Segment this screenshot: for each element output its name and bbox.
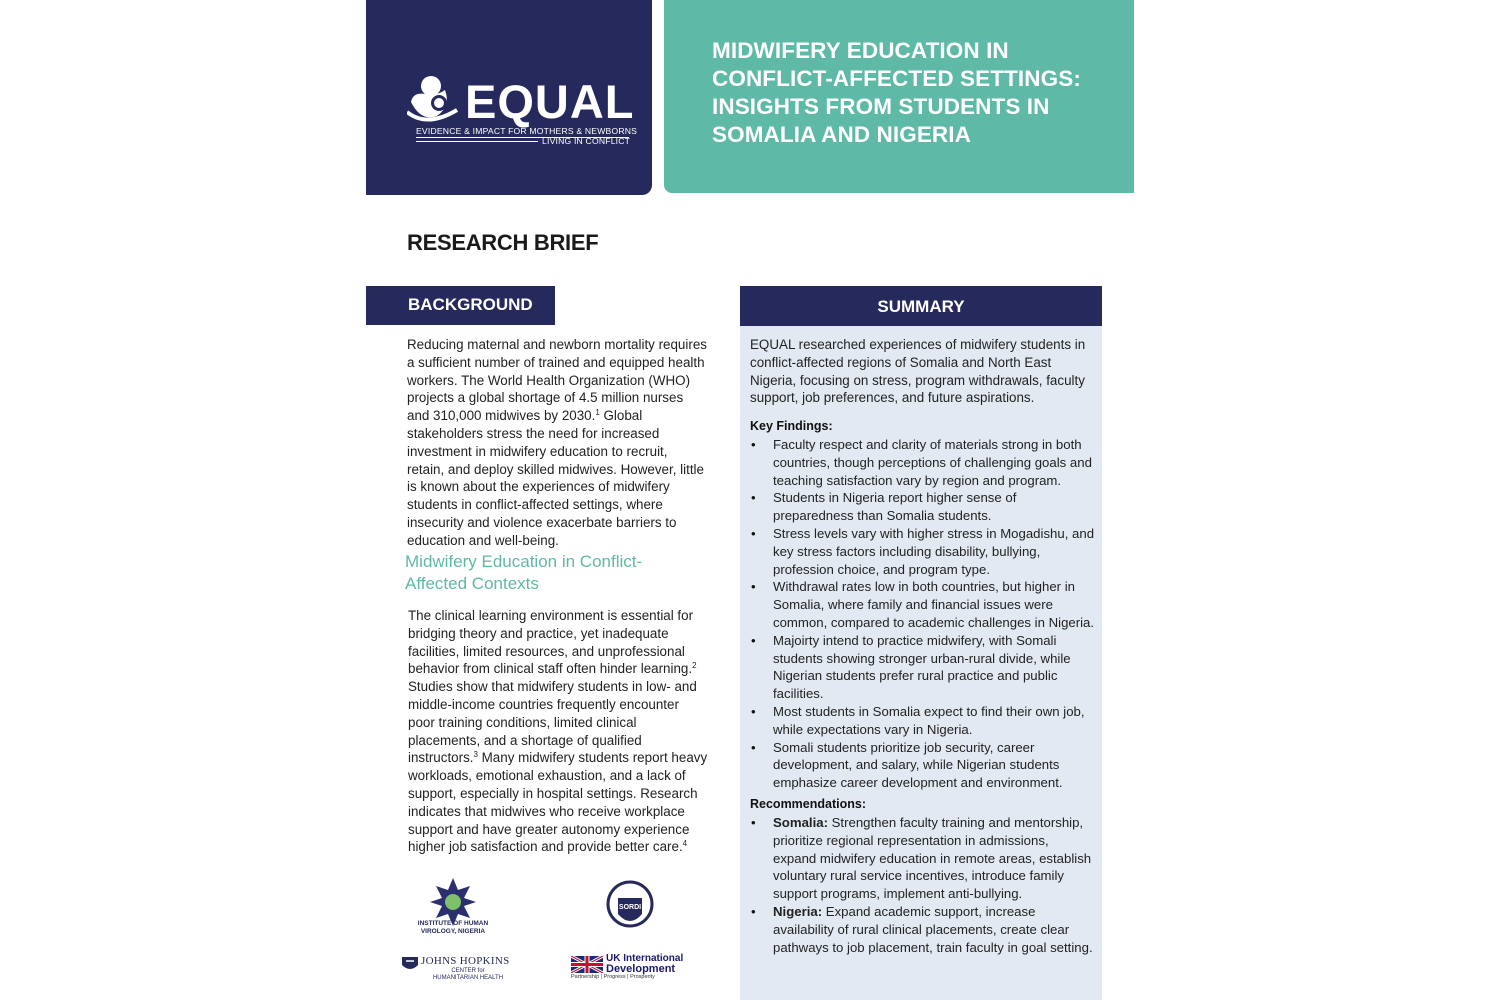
johns-hopkins-center: CENTER for HUMANITARIAN HEALTH <box>432 968 504 981</box>
country-label: Somalia: <box>773 815 828 830</box>
summary-heading: SUMMARY <box>740 286 1102 326</box>
background-heading <box>366 286 555 325</box>
reference-4: 4 <box>682 839 688 849</box>
list-item: • Faculty respect and clarity of materials strong in both countries, though perceptions of challenging goals and teaching satisfaction vary by region and program. <box>750 436 1095 489</box>
section-subheading: Midwifery Education in Conflict-Affected Contexts <box>405 552 643 593</box>
recommendations-list <box>750 814 1095 956</box>
reference-3: 3 <box>473 750 478 760</box>
johns-hopkins-shield-icon <box>401 955 419 973</box>
list-item: • Most students in Somalia expect to find their own job, while expectations vary in Nigeria. <box>750 703 1095 739</box>
summary-intro: EQUAL researched experiences of midwifery students in conflict-affected regions of Somalia and North East Nigeria, focusing on stress, program withdrawals, faculty support, job preferences, and future aspirations. <box>750 337 1086 406</box>
equal-logo-word: EQUAL <box>465 75 635 128</box>
recommendation-text: Strengthen faculty training and mentorship, prioritize regional representation in admissions, expand midwifery education in remote areas, establish voluntary rural service incentives, introduce family support programs, implement anti-bullying. <box>773 815 1092 902</box>
clinical-text-a: The clinical learning environment is essential for bridging theory and practice, yet inadequate facilities, limited resources, and unprofessional behavior from clinical staff often hinder learning. <box>408 608 694 677</box>
background-text-continued: Global stakeholders stress the need for increased investment in midwifery education to recruit, retain, and deploy skilled midwives. However, little is known about the experiences of midwifery students in conflict-affected settings, where insecurity and violence exacerbate barriers to education and well-being. <box>407 408 704 548</box>
equal-tagline-2: LIVING IN CONFLICT <box>542 136 631 146</box>
document-title: MIDWIFERY EDUCATION IN CONFLICT-AFFECTED SETTINGS: INSIGHTS FROM STUDENTS IN SOMALIA AND NIGERIA <box>712 38 1081 147</box>
clinical-paragraph <box>408 607 708 856</box>
document-subtitle: RESEARCH BRIEF <box>407 230 599 255</box>
list-item: • Somali students prioritize job security, career development, and salary, while Nigerian students emphasize career development and environment. <box>750 739 1095 792</box>
recommendations-label: Recommendations: <box>750 797 866 811</box>
uk-development-logo-text <box>606 954 683 974</box>
list-item <box>750 903 1095 956</box>
johns-hopkins-name: JOHNS HOPKINS <box>421 955 510 967</box>
summary-panel <box>740 286 1102 1000</box>
background-heading-label: BACKGROUND <box>408 295 533 314</box>
list-item: • Stress levels vary with higher stress in Mogadishu, and key stress factors including disability, bullying, profession choice, and program type. <box>750 525 1095 578</box>
background-text: Reducing maternal and newborn mortality requires a sufficient number of trained and equipped health workers. The World Health Organization (WHO) projects a global shortage of 4.5 million nurses and 310,000 midwives by 2030. <box>407 337 707 424</box>
title-block <box>664 0 1134 193</box>
key-findings-label: Key Findings: <box>750 419 833 433</box>
ihv-logo-text: INSTITUTE OF HUMAN VIROLOGY, NIGERIA <box>417 920 489 935</box>
uk-line-2: Development <box>606 963 676 975</box>
uk-line-1: UK International <box>606 953 684 964</box>
clinical-text-c: Many midwifery students report heavy workloads, emotional exhaustion, and a lack of support, especially in hospital settings. Research indicates that midwives who receive workplace support and have greater autonomy experience higher job satisfaction and provide better care. <box>408 750 708 855</box>
recommendation-text: Expand academic support, increase availability of rural clinical placements, create clear pathways to job placement, train faculty in goal setting. <box>773 903 1093 955</box>
sordi-shield-icon <box>606 880 654 938</box>
list-item: • Students in Nigeria report higher sense of preparedness than Somalia students. <box>750 489 1095 525</box>
uk-tagline: Partnership | Progress | Prosperity <box>571 974 655 980</box>
reference-1: 1 <box>595 408 600 418</box>
list-item: • Withdrawal rates low in both countries, but higher in Somalia, where family and financial issues were common, compared to academic challenges in Nigeria. <box>750 578 1095 631</box>
list-item <box>750 814 1095 903</box>
uk-flag-icon <box>571 956 603 973</box>
background-paragraph <box>407 336 707 550</box>
sordi-logo-text: SORDI <box>618 904 642 911</box>
equal-logo-block <box>366 0 652 195</box>
divider <box>416 141 538 142</box>
key-findings-list <box>750 436 1095 792</box>
clinical-text-b: Studies show that midwifery students in low- and middle-income countries frequently encounter poor training conditions, limited clinical placements, and a shortage of qualified instructors. <box>408 679 697 766</box>
reference-2: 2 <box>692 661 697 671</box>
equal-tagline-1: EVIDENCE & IMPACT FOR MOTHERS & NEWBORNS <box>416 126 638 136</box>
country-label: Nigeria: <box>773 903 823 919</box>
list-item: • Majoirty intend to practice midwifery, with Somali students showing stronger urban-rural divide, while Nigerian students prefer rural practice and public facilities. <box>750 632 1095 703</box>
mother-newborn-icon <box>407 72 467 132</box>
